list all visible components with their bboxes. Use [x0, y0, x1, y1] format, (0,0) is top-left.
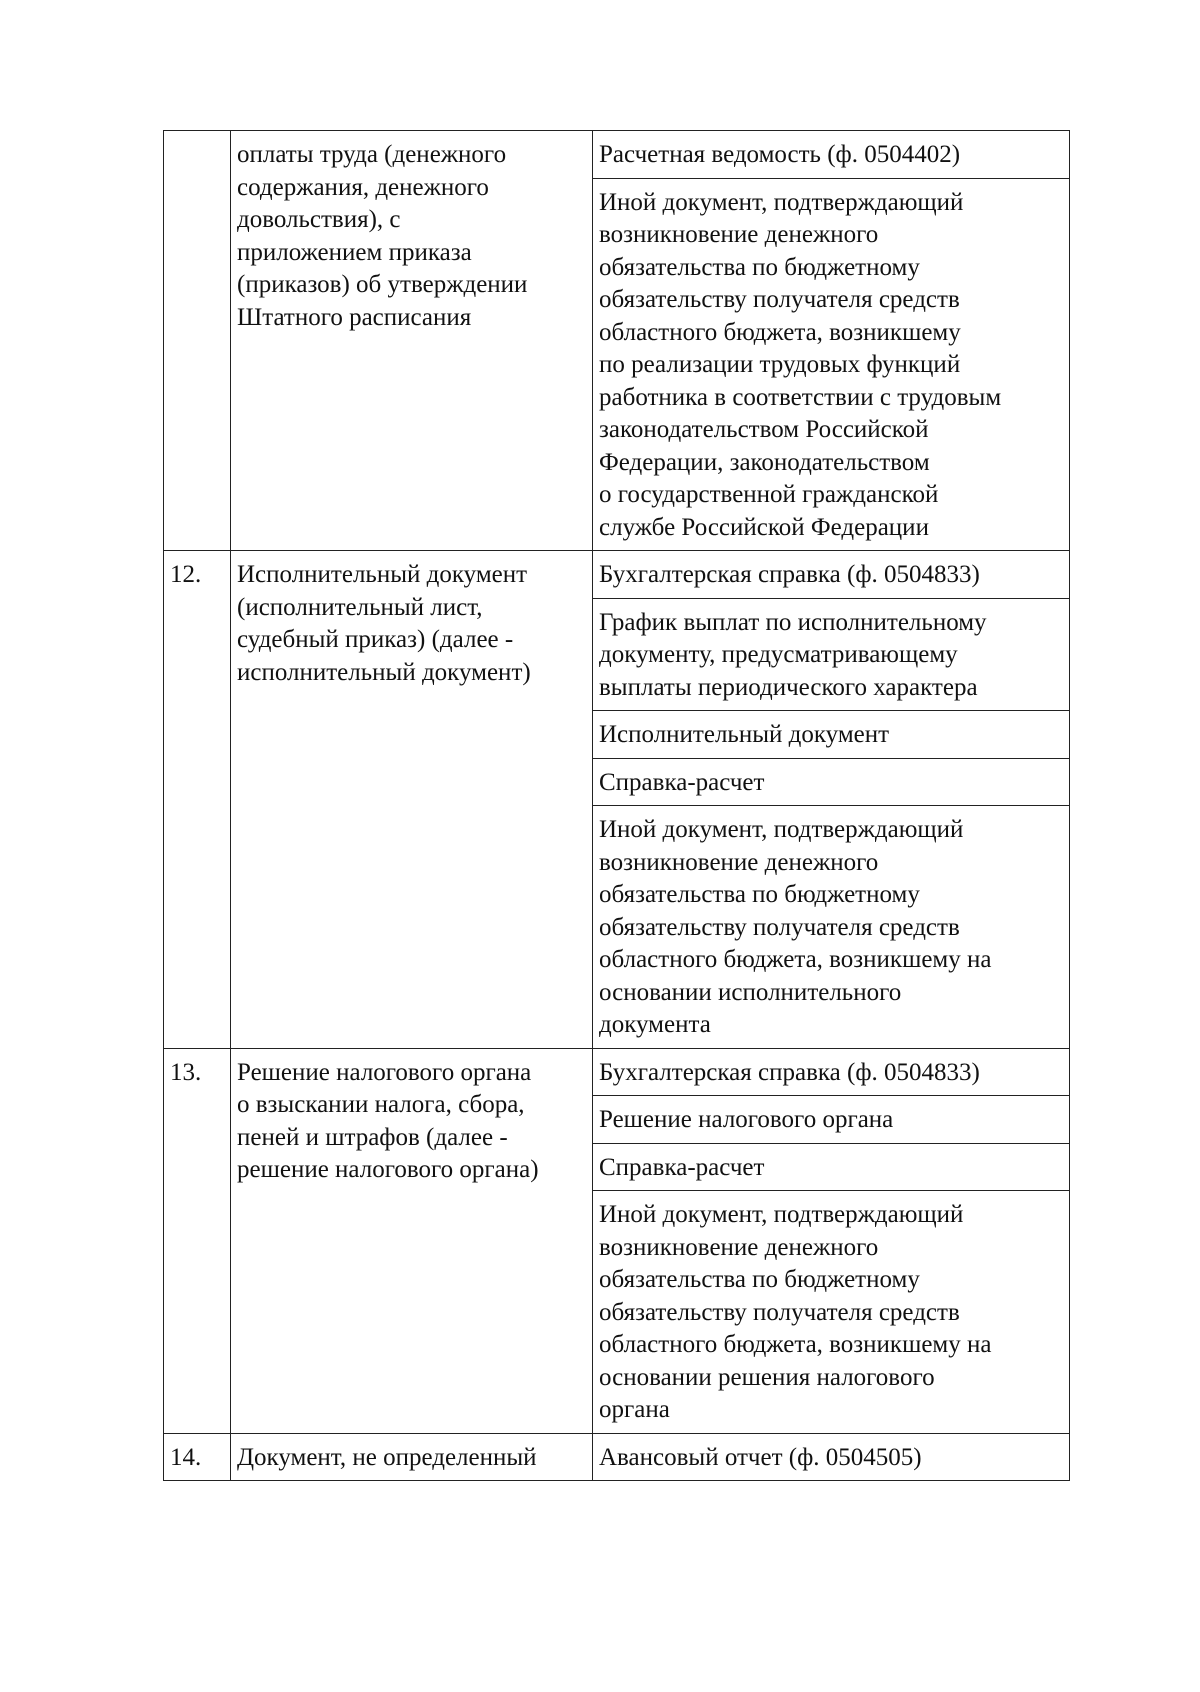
document-text-line: Исполнительный документ: [599, 721, 890, 748]
document-text-line: органа: [599, 1396, 670, 1423]
document-text-line: возникновение денежного: [599, 1233, 879, 1261]
basis-cell: [231, 1433, 593, 1481]
document-text-line: возникновение денежного: [599, 848, 879, 876]
document-text-line: документу, предусматривающему: [599, 641, 958, 668]
document-text-line: обязательству получателя средств: [599, 913, 960, 941]
document-text-line: службе Российской Федерации: [599, 513, 929, 541]
document-cell: [593, 806, 1070, 1049]
document-text-line: Расчетная ведомость (ф. 0504402): [599, 141, 961, 168]
document-cell: [593, 711, 1070, 759]
document-cell: [593, 178, 1070, 551]
basis-text-line: исполнительный документ): [237, 658, 531, 686]
row-number-cell: [164, 1048, 231, 1433]
document-text-line: Бухгалтерская справка (ф. 0504833): [599, 561, 980, 588]
document-cell: [593, 551, 1070, 599]
basis-text-line: оплаты труда (денежного: [237, 141, 507, 168]
row-number-cell: [164, 1433, 231, 1481]
document-text-line: Иной документ, подтверждающий: [599, 1201, 964, 1228]
document-text-line: законодательством Российской: [599, 416, 929, 443]
document-text-line: о государственной гражданской: [599, 481, 939, 508]
document-cell: [593, 1191, 1070, 1434]
basis-text-line: Документ, не определенный: [237, 1443, 537, 1471]
table-row: [164, 1433, 1070, 1481]
basis-cell: [231, 551, 593, 1049]
row-number-cell: [164, 551, 231, 1049]
document-text-line: областного бюджета, возникшему: [599, 318, 961, 346]
document-text-line: выплаты периодического характера: [599, 673, 978, 701]
document-text-line: обязательства по бюджетному: [599, 253, 920, 281]
document-cell: [593, 1096, 1070, 1144]
document-text-line: Решение налогового органа: [599, 1106, 894, 1133]
document-cell: [593, 131, 1070, 179]
document-cell: [593, 1433, 1070, 1481]
document-cell: [593, 598, 1070, 711]
document-cell: [593, 1143, 1070, 1191]
document-text-line: обязательства по бюджетному: [599, 881, 920, 908]
document-basis-table: [163, 130, 1070, 1481]
basis-text-line: довольствия), с: [237, 206, 401, 233]
document-text-line: Иной документ, подтверждающий: [599, 188, 964, 216]
basis-text-line: Решение налогового органа: [237, 1058, 532, 1086]
basis-text-line: о взыскании налога, сбора,: [237, 1091, 525, 1118]
document-text-line: основании решения налогового: [599, 1363, 935, 1391]
document-text-line: областного бюджета, возникшему на: [599, 946, 992, 973]
document-text-line: основании исполнительного: [599, 978, 902, 1006]
row-number-cell: [164, 131, 231, 551]
basis-text-line: приложением приказа: [237, 238, 472, 266]
row-number: 12.: [170, 561, 202, 588]
document-text-line: Авансовый отчет (ф. 0504505): [599, 1443, 922, 1471]
document-text-line: График выплат по исполнительному: [599, 608, 987, 636]
row-number: 14.: [170, 1443, 202, 1471]
basis-cell: [231, 1048, 593, 1433]
basis-cell: [231, 131, 593, 551]
document-text-line: документа: [599, 1011, 711, 1038]
document-text-line: Иной документ, подтверждающий: [599, 816, 964, 843]
document-text-line: обязательству получателя средств: [599, 286, 960, 313]
document-text-line: Бухгалтерская справка (ф. 0504833): [599, 1058, 980, 1086]
basis-text-line: содержания, денежного: [237, 173, 489, 201]
basis-text-line: решение налогового органа): [237, 1156, 539, 1183]
table-row: [164, 131, 1070, 179]
basis-text-line: судебный приказ) (далее -: [237, 626, 514, 653]
table-body: [164, 131, 1070, 1481]
table-row: [164, 1048, 1070, 1096]
document-text-line: возникновение денежного: [599, 221, 879, 248]
document-text-line: областного бюджета, возникшему на: [599, 1331, 992, 1358]
document-text-line: работника в соответствии с трудовым: [599, 383, 1002, 411]
document-text-line: Федерации, законодательством: [599, 448, 930, 476]
table-row: [164, 551, 1070, 599]
document-text-line: обязательству получателя средств: [599, 1298, 960, 1326]
row-number: 13.: [170, 1058, 202, 1086]
basis-text-line: (приказов) об утверждении: [237, 271, 528, 298]
document-text-line: Справка-расчет: [599, 1153, 765, 1181]
basis-text-line: (исполнительный лист,: [237, 593, 483, 621]
basis-text-line: Штатного расписания: [237, 303, 472, 331]
basis-text-line: Исполнительный документ: [237, 561, 528, 588]
document-text-line: по реализации трудовых функций: [599, 351, 961, 378]
document-text-line: обязательства по бюджетному: [599, 1266, 920, 1293]
document-cell: [593, 758, 1070, 806]
basis-text-line: пеней и штрафов (далее -: [237, 1123, 508, 1151]
document-text-line: Справка-расчет: [599, 768, 765, 796]
document-cell: [593, 1048, 1070, 1096]
